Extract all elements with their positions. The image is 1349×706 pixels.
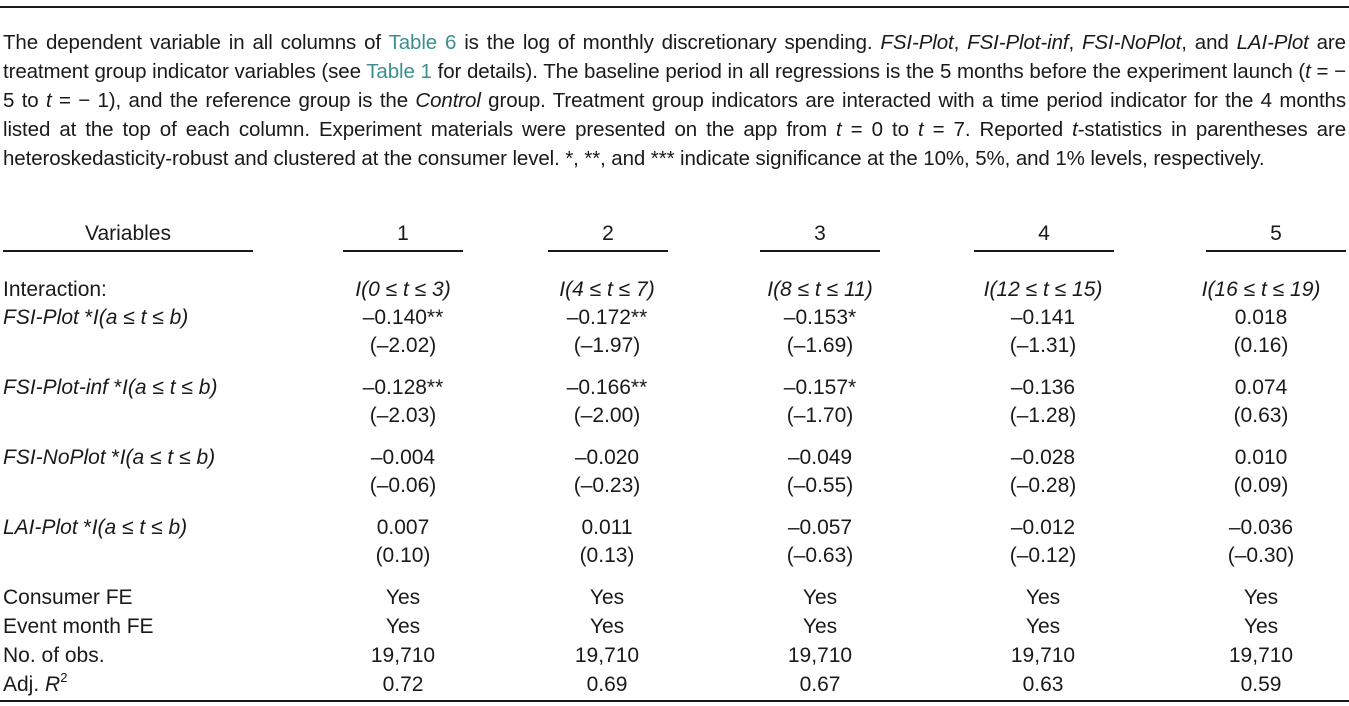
tstat-cell: (–0.28)	[1009, 474, 1077, 497]
footer-cell: 0.72	[382, 673, 424, 696]
coef-cell: –0.157*	[783, 376, 857, 399]
header-underline	[343, 250, 463, 252]
tstat-row	[0, 472, 1349, 500]
footer-cell: Yes	[1243, 586, 1279, 609]
coef-cell: –0.128**	[362, 376, 444, 399]
tstat-cell: (–1.28)	[1009, 404, 1077, 427]
footer-label: Event month FE	[3, 615, 154, 638]
header-col-3: 3	[814, 222, 826, 245]
footer-cell: 19,710	[787, 644, 853, 667]
footer-cell: 19,710	[370, 644, 436, 667]
coef-cell: –0.028	[1010, 446, 1076, 469]
header-underline	[760, 250, 880, 252]
coef-cell: 0.010	[1234, 446, 1288, 469]
tstat-cell: (0.09)	[1233, 474, 1289, 497]
footer-cell: Yes	[802, 586, 838, 609]
tstat-cell: (–2.00)	[573, 404, 641, 427]
footer-label: No. of obs.	[3, 644, 105, 667]
table-caption: The dependent variable in all columns of Table 6 is the log of monthly discretionary spending. FSI-Plot, FSI-Plot-inf, FSI-NoPlot, and LAI-Plot are treatment group indicator variables (see Table 1 for details). The baseline period in all regressions is the 5 months before the experiment launch (t = − 5 to t = − 1), and the reference group is the Control group. Treatment group indicators are interacted with a time period indicator for the 4 months listed at the top of each column. Experiment materials were presented on the app from t = 0 to t = 7. Reported t-statistics in parentheses are heteroskedasticity-robust and clustered at the consumer level. *, **, and *** indicate significance at the 10%, 5%, and 1% levels, respectively.	[3, 31, 1347, 170]
coef-cell: –0.004	[370, 446, 436, 469]
tstat-cell: (–0.30)	[1227, 544, 1295, 567]
coef-cell: –0.136	[1010, 376, 1076, 399]
variable-label: FSI-Plot *I(a ≤ t ≤ b)	[3, 306, 189, 329]
tstat-row	[0, 332, 1349, 360]
coef-cell: –0.012	[1010, 516, 1076, 539]
tstat-row	[0, 542, 1349, 570]
tstat-cell: (–1.70)	[786, 404, 854, 427]
header-underline	[1206, 250, 1346, 252]
tstat-cell: (–1.97)	[573, 334, 641, 357]
header-col-2: 2	[602, 222, 614, 245]
footer-cell: Yes	[1025, 615, 1061, 638]
tstat-cell: (–0.06)	[369, 474, 437, 497]
header-col-5: 5	[1270, 222, 1282, 245]
variable-label: FSI-NoPlot *I(a ≤ t ≤ b)	[3, 446, 216, 469]
coef-cell: 0.007	[376, 516, 430, 539]
interaction-cell: I(12 ≤ t ≤ 15)	[983, 278, 1103, 301]
interaction-row	[0, 276, 1349, 304]
interaction-cell: I(16 ≤ t ≤ 19)	[1201, 278, 1321, 301]
tstat-cell: (–2.03)	[369, 404, 437, 427]
tstat-cell: (0.63)	[1233, 404, 1289, 427]
tstat-cell: (0.16)	[1233, 334, 1289, 357]
header-underline	[974, 250, 1114, 252]
footer-cell: Yes	[802, 615, 838, 638]
interaction-cell: I(4 ≤ t ≤ 7)	[559, 278, 655, 301]
interaction-cell: I(0 ≤ t ≤ 3)	[355, 278, 451, 301]
tstat-cell: (–0.55)	[786, 474, 854, 497]
footer-cell: 0.63	[1022, 673, 1064, 696]
coef-cell: –0.140**	[362, 306, 444, 329]
footer-row	[0, 671, 1349, 699]
footer-cell: Yes	[385, 586, 421, 609]
footer-label: Adj. $R^2$	[3, 670, 68, 696]
variable-label: LAI-Plot *I(a ≤ t ≤ b)	[3, 516, 188, 539]
table1-link[interactable]: Table 1	[366, 60, 432, 83]
tstat-cell: (–0.63)	[786, 544, 854, 567]
footer-row	[0, 584, 1349, 612]
coef-cell: –0.057	[787, 516, 853, 539]
table6-link[interactable]: Table 6	[388, 31, 457, 54]
tstat-cell: (0.13)	[579, 544, 635, 567]
coef-cell: –0.049	[787, 446, 853, 469]
footer-cell: 19,710	[574, 644, 640, 667]
footer-cell: 19,710	[1228, 644, 1294, 667]
tstat-cell: (–2.02)	[369, 334, 437, 357]
footer-row	[0, 613, 1349, 641]
coef-row	[0, 514, 1349, 542]
interaction-cell: I(8 ≤ t ≤ 11)	[767, 278, 873, 301]
tstat-cell: (0.10)	[375, 544, 431, 567]
tstat-cell: (–0.23)	[573, 474, 641, 497]
footer-cell: 19,710	[1010, 644, 1076, 667]
footer-row	[0, 642, 1349, 670]
interaction-label: Interaction:	[3, 278, 107, 301]
coef-cell: –0.141	[1010, 306, 1076, 329]
table-header-row	[0, 220, 1349, 248]
coef-cell: 0.011	[581, 516, 633, 539]
coef-cell: 0.074	[1234, 376, 1288, 399]
coef-row	[0, 374, 1349, 402]
coef-row	[0, 444, 1349, 472]
coef-row	[0, 304, 1349, 332]
tstat-cell: (–1.69)	[786, 334, 854, 357]
top-rule	[0, 6, 1349, 8]
coef-cell: –0.020	[574, 446, 640, 469]
coef-cell: –0.172**	[566, 306, 648, 329]
footer-cell: 0.67	[799, 673, 841, 696]
header-col-4: 4	[1038, 222, 1050, 245]
footer-cell: Yes	[589, 586, 625, 609]
variable-label: FSI-Plot-inf *I(a ≤ t ≤ b)	[3, 376, 218, 399]
footer-cell: Yes	[1243, 615, 1279, 638]
footer-cell: Yes	[385, 615, 421, 638]
coef-cell: –0.153*	[783, 306, 857, 329]
coef-cell: 0.018	[1234, 306, 1288, 329]
header-underline	[3, 250, 253, 252]
tstat-cell: (–1.31)	[1009, 334, 1077, 357]
tstat-row	[0, 402, 1349, 430]
footer-cell: 0.69	[586, 673, 628, 696]
tstat-cell: (–0.12)	[1009, 544, 1077, 567]
header-underline	[548, 250, 668, 252]
header-col-1: 1	[397, 222, 409, 245]
bottom-rule	[0, 700, 1349, 702]
footer-label: Consumer FE	[3, 586, 133, 609]
footer-cell: Yes	[1025, 586, 1061, 609]
header-variables: Variables	[85, 222, 171, 245]
footer-cell: 0.59	[1240, 673, 1282, 696]
footer-cell: Yes	[589, 615, 625, 638]
coef-cell: –0.166**	[566, 376, 648, 399]
coef-cell: –0.036	[1228, 516, 1294, 539]
